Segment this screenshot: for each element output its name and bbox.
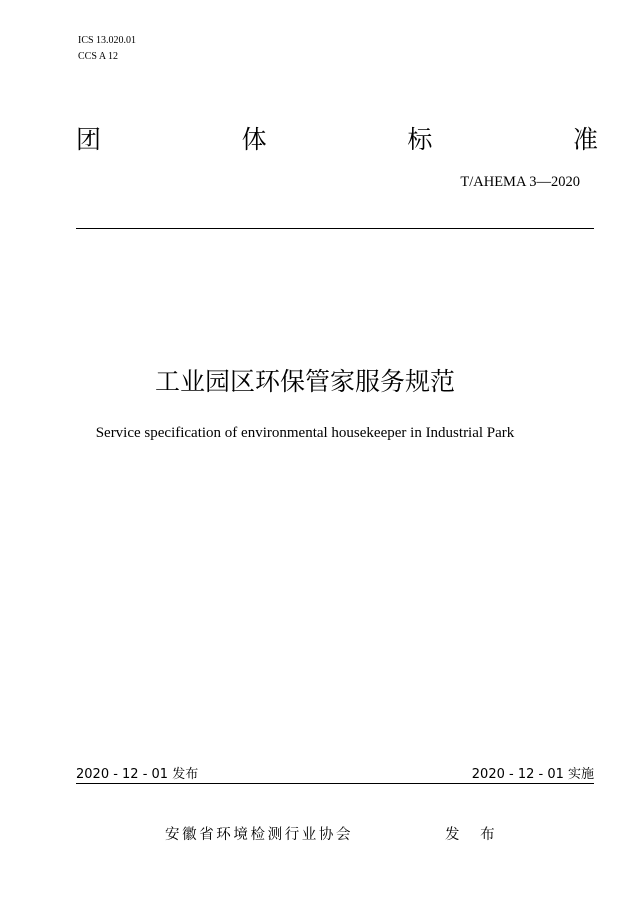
date-row: [76, 765, 594, 785]
implementation-date: 2020 - 12 - 01 实施: [471, 767, 594, 782]
header-divider: [76, 228, 594, 229]
publish-label: 发 布: [445, 827, 503, 843]
ics-code: ICS 13.020.01: [78, 35, 137, 46]
standard-type-char: 体: [241, 125, 267, 154]
document-title-zh: 工业园区环保管家服务规范: [154, 367, 455, 396]
issue-date: 2020 - 12 - 01 发布: [76, 767, 199, 782]
publisher-name: 安徽省环境检测行业协会: [165, 827, 354, 843]
standard-type-char: 团: [76, 125, 102, 154]
ccs-code: CCS A 12: [78, 51, 119, 62]
footer-divider: [76, 783, 594, 784]
standard-type-char: 准: [572, 125, 598, 154]
standard-type-heading: [76, 122, 598, 158]
classification-codes: [78, 33, 136, 65]
document-title-en: Service specification of environmental housekeeper in Industrial Park: [95, 425, 515, 441]
standard-number: T/AHEMA 3—2020: [460, 174, 580, 190]
standard-type-char: 标: [407, 125, 433, 154]
